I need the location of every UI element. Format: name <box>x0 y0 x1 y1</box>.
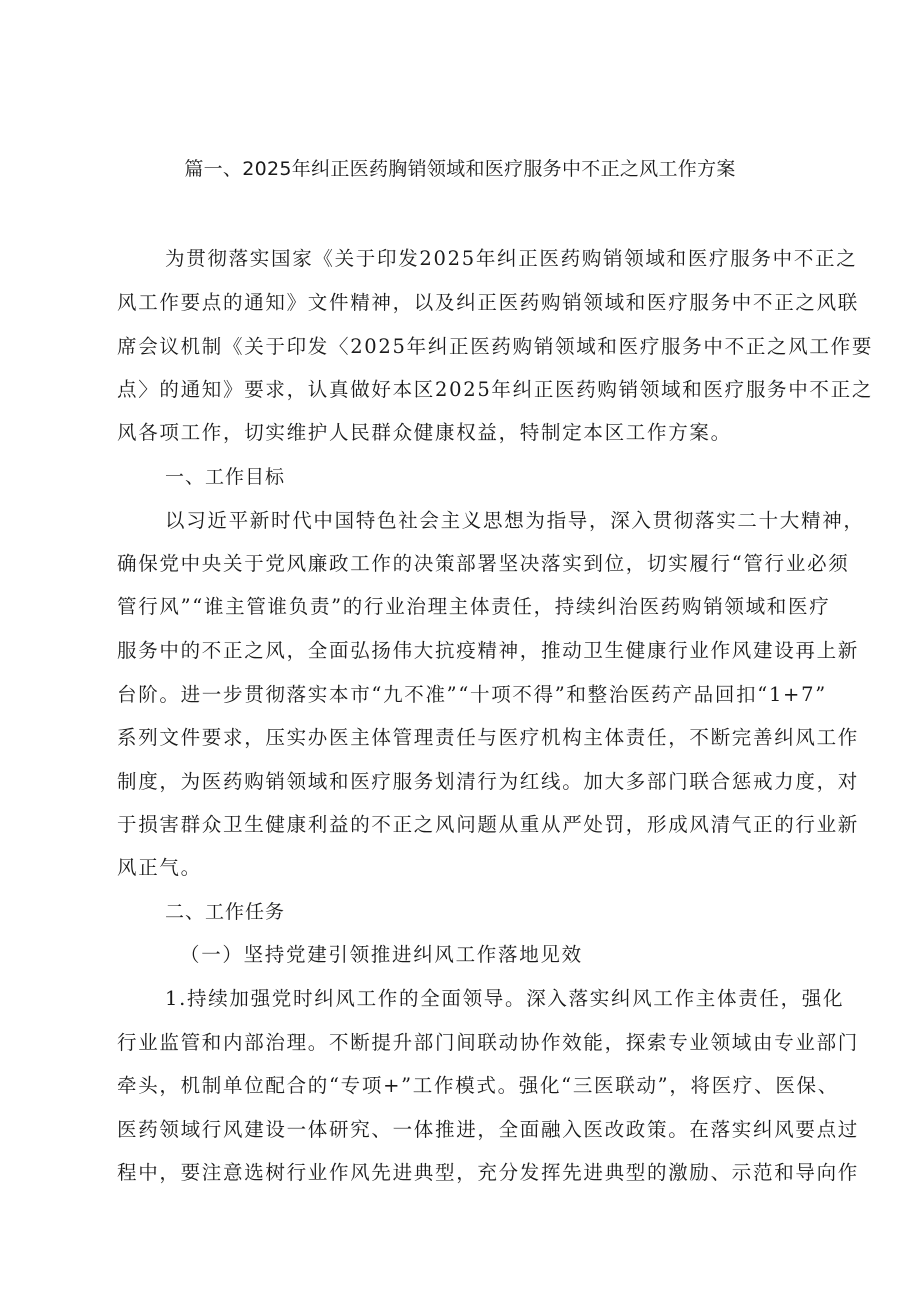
paragraph-line: 风正气。 <box>117 856 202 879</box>
paragraph-line: 系列文件要求，压实办医主体管理责任与医疗机构主体责任，不断完善纠风工作 <box>117 726 860 749</box>
subsection-heading: （一）坚持党建引领推进纠风工作落地见效 <box>180 943 583 966</box>
paragraph-line: 台阶。进一步贯彻落实本市“九不准”“十项不得”和整治医药产品回扣“1+7” <box>117 683 827 706</box>
paragraph-line: 确保党中央关于党风廉政工作的决策部署坚决落实到位，切实履行“管行业必须 <box>117 552 850 575</box>
paragraph-line: 1.持续加强党时纠风工作的全面领导。深入落实纠风工作主体责任，强化 <box>165 987 845 1010</box>
paragraph-line: 为贯彻落实国家《关于印发2025年纠正医药购销领域和医疗服务中不正之 <box>165 247 858 270</box>
paragraph-line: 席会议机制《关于印发〈2025年纠正医药购销领域和医疗服务中不正之风工作要 <box>117 335 874 358</box>
paragraph-line: 行业监管和内部治理。不断提升部门间联动协作效能，探索专业领域由专业部门 <box>117 1031 860 1054</box>
paragraph-line: 风各项工作，切实维护人民群众健康权益，特制定本区工作方案。 <box>117 421 732 444</box>
paragraph-line: 于损害群众卫生健康利益的不正之风问题从重从严处罚，形成风清气正的行业新 <box>117 813 860 836</box>
paragraph-line: 管行风”“谁主管谁负责”的行业治理主体责任，持续纠治医药购销领域和医疗 <box>117 595 831 618</box>
paragraph-line: 以习近平新时代中国特色社会主义思想为指导，深入贯彻落实二十大精神， <box>165 509 865 532</box>
paragraph-line: 风工作要点的通知》文件精神，以及纠正医药购销领域和医疗服务中不正之风联 <box>117 291 860 314</box>
document-title: 篇一、2025年纠正医药胸销领域和医疗服务中不正之风工作方案 <box>184 158 736 180</box>
paragraph-line: 点〉的通知》要求，认真做好本区2025年纠正医药购销领域和医疗服务中不正之 <box>117 378 874 401</box>
paragraph-line: 服务中的不正之风，全面弘扬伟大抗疫精神，推动卫生健康行业作风建设再上新 <box>117 639 860 662</box>
paragraph-line: 牵头，机制单位配合的“专项+”工作模式。强化“三医联动”，将医疗、医保、 <box>117 1074 839 1097</box>
section-heading: 二、工作任务 <box>165 901 286 923</box>
paragraph-line: 制度，为医药购销领域和医疗服务划清行为红线。加大多部门联合惩戒力度，对 <box>117 770 860 793</box>
paragraph-line: 程中，要注意选树行业作风先进典型，充分发挥先进典型的激励、示范和导向作 <box>117 1161 860 1184</box>
paragraph-line: 医药领域行风建设一体研究、一体推进，全面融入医改政策。在落实纠风要点过 <box>117 1118 860 1141</box>
section-heading: 一、工作目标 <box>165 466 286 488</box>
